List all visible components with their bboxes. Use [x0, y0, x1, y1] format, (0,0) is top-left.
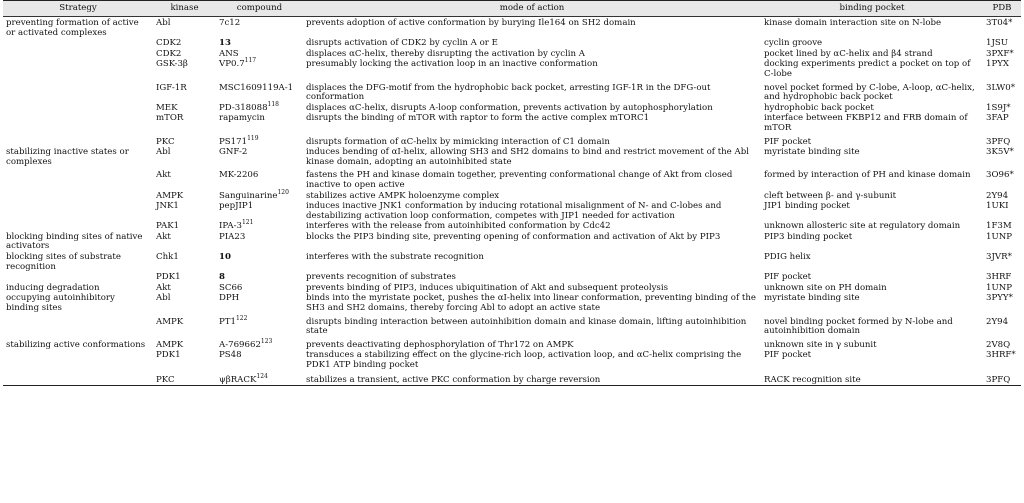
table-row [3, 134, 1021, 148]
mode-of-action-cell [303, 80, 761, 103]
binding-pocket-text: myristate binding site [764, 293, 860, 304]
pdb-cell [983, 314, 1021, 337]
mode-of-action-text: disrupts binding interaction between autoinhibition domain and kinase domain, lifting autoinhibition state [306, 316, 747, 337]
table-row [3, 191, 1021, 202]
binding-pocket-text: PIP3 binding pocket [764, 231, 853, 242]
binding-pocket-text: JIP1 binding pocket [764, 201, 850, 212]
pdb-text: 3T04* [986, 18, 1013, 28]
header-binding-pocket: binding pocket [761, 1, 983, 17]
pdb-cell [983, 191, 1021, 202]
table-row [3, 293, 1021, 313]
header-mode-of-action: mode of action [303, 1, 761, 17]
pdb-cell [983, 59, 1021, 79]
kinase-text: CDK2 [156, 38, 182, 49]
mode-of-action-cell [303, 134, 761, 148]
compound-cell [216, 371, 303, 386]
strategy-cell [3, 17, 153, 39]
mode-of-action-text: disrupts activation of CDK2 by cyclin A or E [306, 38, 498, 49]
binding-pocket-text: kinase domain interaction site on N-lobe [764, 18, 942, 28]
table-row [3, 314, 1021, 337]
strategy-cell [3, 221, 153, 232]
compound-cell [216, 232, 303, 252]
binding-pocket-text: interface between FKBP12 and FRB domain of mTOR [764, 113, 968, 133]
pdb-text: 1UKI [986, 201, 1009, 212]
reference-superscript: 118 [267, 100, 279, 108]
table-row [3, 350, 1021, 370]
pdb-cell [983, 80, 1021, 103]
compound-cell [216, 167, 303, 190]
strategy-text: stabilizing inactive states or complexes [6, 147, 129, 167]
kinase-cell [153, 103, 216, 114]
pdb-text: 1UNP [986, 231, 1013, 242]
kinase-cell [153, 252, 216, 272]
pdb-text: 2Y94 [986, 316, 1009, 327]
compound-text: 13 [219, 38, 231, 49]
pdb-text: 1UNP [986, 282, 1013, 293]
pdb-cell [983, 252, 1021, 272]
strategy-cell [3, 371, 153, 386]
kinase-allosteric-inhibitors-table [3, 0, 1021, 386]
table-row [3, 272, 1021, 283]
pdb-cell [983, 221, 1021, 232]
mode-of-action-cell [303, 49, 761, 60]
strategy-cell [3, 103, 153, 114]
pdb-cell [983, 134, 1021, 148]
compound-cell [216, 293, 303, 313]
compound-text: A-769662 [219, 339, 261, 350]
mode-of-action-cell [303, 191, 761, 202]
table-row [3, 201, 1021, 221]
compound-cell [216, 59, 303, 79]
strategy-cell [3, 59, 153, 79]
mode-of-action-text: prevents binding of PIP3, induces ubiquitination of Akt and subsequent proteolysis [306, 282, 669, 293]
binding-pocket-text: formed by interaction of PH and kinase domain [764, 170, 971, 181]
binding-pocket-cell [761, 293, 983, 313]
mode-of-action-cell [303, 314, 761, 337]
strategy-cell [3, 147, 153, 167]
compound-cell [216, 188, 303, 202]
pdb-text: 3O96* [986, 170, 1014, 181]
binding-pocket-text: novel binding pocket formed by N-lobe and autoinhibition domain [764, 316, 953, 337]
pdb-cell [983, 201, 1021, 221]
kinase-text: Chk1 [156, 252, 179, 263]
table-row [3, 38, 1021, 49]
binding-pocket-cell [761, 252, 983, 272]
compound-text: rapamycin [219, 113, 265, 124]
mode-of-action-cell [303, 371, 761, 386]
mode-of-action-text: fastens the PH and kinase domain together, preventing conformational change of Akt from closed inactive to open active [306, 170, 733, 190]
kinase-text: PDK1 [156, 272, 181, 283]
pdb-text: 3PFQ [986, 374, 1011, 385]
strategy-text: stabilizing active conformations [6, 339, 146, 350]
pdb-cell [983, 283, 1021, 294]
pdb-text: 3JVR* [986, 252, 1012, 263]
pdb-text: 2V8Q [986, 339, 1011, 350]
mode-of-action-text: disrupts the binding of mTOR with raptor to form the active complex mTORC1 [306, 113, 650, 124]
kinase-text: CDK2 [156, 48, 182, 59]
kinase-cell [153, 272, 216, 283]
mode-of-action-cell [303, 38, 761, 49]
mode-of-action-cell [303, 113, 761, 133]
binding-pocket-cell [761, 191, 983, 202]
kinase-cell [153, 283, 216, 294]
pdb-text: 3PFQ [986, 136, 1011, 147]
mode-of-action-cell [303, 283, 761, 294]
mode-of-action-cell [303, 103, 761, 114]
kinase-text: PAK1 [156, 221, 180, 232]
mode-of-action-text: prevents recognition of substrates [306, 272, 456, 283]
kinase-cell [153, 201, 216, 221]
mode-of-action-text: induces inactive JNK1 conformation by inducing rotational misalignment of N- and C-lobes and destabilizing activation loop conformation, competes with JIP1 needed for activation [306, 201, 722, 221]
binding-pocket-cell [761, 59, 983, 79]
mode-of-action-text: binds into the myristate pocket, pushes the αI-helix into linear conformation, preventing binding of the SH3 and SH2 domains, thereby forcing Abl to adopt an active state [306, 293, 756, 314]
pdb-cell [983, 371, 1021, 386]
kinase-text: AMPK [156, 190, 184, 201]
kinase-cell [153, 221, 216, 232]
compound-cell [216, 80, 303, 103]
mode-of-action-cell [303, 17, 761, 39]
mode-of-action-cell [303, 232, 761, 252]
pdb-cell [983, 38, 1021, 49]
kinase-text: Akt [156, 282, 171, 293]
mode-of-action-text: displaces the DFG-motif from the hydrophobic back pocket, arresting IGF-1R in the DFG-out conformation [306, 82, 711, 103]
compound-text: PD-318088 [219, 102, 268, 113]
strategy-cell [3, 201, 153, 221]
binding-pocket-text: unknown site on PH domain [764, 282, 887, 293]
pdb-cell [983, 337, 1021, 351]
binding-pocket-cell [761, 221, 983, 232]
strategy-cell [3, 49, 153, 60]
compound-cell [216, 272, 303, 283]
binding-pocket-text: RACK recognition site [764, 374, 861, 385]
binding-pocket-text: PDIG helix [764, 252, 811, 263]
mode-of-action-text: prevents adoption of active conformation by burying Ile164 on SH2 domain [306, 18, 636, 28]
pdb-cell [983, 103, 1021, 114]
table-row [3, 337, 1021, 351]
compound-text: PS171 [219, 136, 248, 147]
compound-cell [216, 113, 303, 133]
compound-cell [216, 283, 303, 294]
binding-pocket-cell [761, 113, 983, 133]
binding-pocket-text: PIF pocket [764, 350, 812, 361]
mode-of-action-cell [303, 337, 761, 351]
kinase-text: GSK-3β [156, 59, 188, 70]
strategy-cell [3, 167, 153, 190]
binding-pocket-cell [761, 103, 983, 114]
mode-of-action-text: interferes with the substrate recognition [306, 252, 484, 263]
compound-cell [216, 350, 303, 370]
kinase-cell [153, 314, 216, 337]
mode-of-action-cell [303, 293, 761, 313]
kinase-cell [153, 337, 216, 351]
compound-text: PS48 [219, 350, 242, 361]
pdb-cell [983, 167, 1021, 190]
binding-pocket-text: novel pocket formed by C-lobe, A-loop, αC-helix, and hydrophobic back pocket [764, 82, 975, 103]
table-row [3, 252, 1021, 272]
strategy-cell [3, 283, 153, 294]
header-pdb: PDB [983, 1, 1021, 17]
compound-text: PIA23 [219, 231, 246, 242]
table-row [3, 49, 1021, 60]
mode-of-action-text: stabilizes active AMPK holoenzyme complex [306, 190, 500, 201]
binding-pocket-cell [761, 232, 983, 252]
binding-pocket-cell [761, 49, 983, 60]
pdb-text: 1JSU [986, 38, 1009, 49]
table-row [3, 283, 1021, 294]
strategy-cell [3, 232, 153, 252]
binding-pocket-text: myristate binding site [764, 147, 860, 158]
compound-cell [216, 201, 303, 221]
table-row [3, 371, 1021, 386]
binding-pocket-text: cleft between β- and γ-subunit [764, 190, 897, 201]
kinase-cell [153, 80, 216, 103]
mode-of-action-cell [303, 252, 761, 272]
strategy-cell [3, 252, 153, 272]
reference-superscript: 117 [244, 57, 257, 65]
kinase-cell [153, 232, 216, 252]
mode-of-action-text: displaces αC-helix, thereby disrupting the activation by cyclin A [306, 48, 586, 59]
compound-text: 10 [219, 252, 231, 263]
mode-of-action-cell [303, 272, 761, 283]
pdb-cell [983, 272, 1021, 283]
compound-cell [216, 221, 303, 232]
binding-pocket-cell [761, 134, 983, 148]
kinase-cell [153, 17, 216, 39]
compound-text: ψβRACK [219, 374, 257, 385]
reference-superscript: 122 [235, 314, 248, 322]
kinase-cell [153, 167, 216, 190]
header-strategy: Strategy [3, 1, 153, 17]
strategy-text: blocking sites of substrate recognition [6, 252, 121, 272]
compound-cell [216, 134, 303, 148]
strategy-text: preventing formation of active or activated complexes [6, 18, 139, 38]
kinase-text: AMPK [156, 339, 184, 350]
strategy-cell [3, 134, 153, 148]
binding-pocket-text: docking experiments predict a pocket on top of C-lobe [764, 59, 971, 79]
compound-cell [216, 252, 303, 272]
kinase-text: mTOR [156, 113, 184, 124]
table-row [3, 80, 1021, 103]
mode-of-action-text: disrupts formation of αC-helix by mimicking interaction of C1 domain [306, 136, 610, 147]
pdb-cell [983, 147, 1021, 167]
compound-text: ANS [219, 48, 239, 59]
table-row [3, 17, 1021, 39]
pdb-text: 3PYY* [986, 293, 1013, 304]
strategy-cell [3, 272, 153, 283]
kinase-cell [153, 371, 216, 386]
pdb-text: 3PXF* [986, 48, 1014, 59]
pdb-text: 3HRF [986, 272, 1012, 283]
mode-of-action-text: presumably locking the activation loop in an inactive conformation [306, 59, 598, 70]
compound-cell [216, 17, 303, 39]
binding-pocket-text: unknown allosteric site at regulatory domain [764, 221, 961, 232]
kinase-text: AMPK [156, 316, 184, 327]
compound-text: MK-2206 [219, 170, 259, 181]
strategy-cell [3, 350, 153, 370]
binding-pocket-text: hydrophobic back pocket [764, 102, 874, 113]
reference-superscript: 123 [260, 337, 273, 345]
kinase-cell [153, 49, 216, 60]
mode-of-action-cell [303, 350, 761, 370]
kinase-text: Abl [156, 293, 171, 304]
kinase-text: Abl [156, 147, 171, 158]
strategy-text: blocking binding sites of native activators [6, 231, 143, 252]
kinase-text: PDK1 [156, 350, 181, 361]
mode-of-action-text: blocks the PIP3 binding site, preventing opening of conformation and activation of Akt by PIP3 [306, 231, 721, 242]
pdb-text: 1PYX [986, 59, 1010, 70]
mode-of-action-cell [303, 201, 761, 221]
strategy-text: inducing degradation [6, 282, 100, 293]
binding-pocket-cell [761, 38, 983, 49]
mode-of-action-cell [303, 221, 761, 232]
mode-of-action-text: interferes with the release from autoinhibited conformation by Cdc42 [306, 221, 611, 232]
table-row [3, 113, 1021, 133]
binding-pocket-cell [761, 17, 983, 39]
kinase-text: JNK1 [156, 201, 179, 212]
strategy-cell [3, 337, 153, 351]
compound-text: GNF-2 [219, 147, 248, 158]
compound-text: pepJIP1 [219, 201, 254, 212]
kinase-cell [153, 38, 216, 49]
kinase-text: IGF-1R [156, 82, 187, 93]
table-row [3, 221, 1021, 232]
table-row [3, 167, 1021, 190]
kinase-text: PKC [156, 136, 175, 147]
kinase-cell [153, 191, 216, 202]
binding-pocket-cell [761, 272, 983, 283]
pdb-text: 3LW0* [986, 82, 1016, 93]
strategy-text: occupying autoinhibitory binding sites [6, 293, 115, 314]
kinase-cell [153, 59, 216, 79]
strategy-cell [3, 191, 153, 202]
binding-pocket-text: PIF pocket [764, 136, 812, 147]
kinase-text: Akt [156, 170, 171, 181]
binding-pocket-text: pocket lined by αC-helix and β4 strand [764, 48, 933, 59]
binding-pocket-cell [761, 314, 983, 337]
compound-cell [216, 100, 303, 114]
kinase-cell [153, 293, 216, 313]
table-header-row [3, 1, 1021, 17]
kinase-text: MEK [156, 102, 178, 113]
compound-text: Sanguinarine [219, 190, 278, 201]
compound-text: IPA-3 [219, 221, 242, 232]
compound-cell [216, 49, 303, 60]
reference-superscript: 124 [256, 372, 268, 380]
compound-text: VP0.7 [219, 59, 245, 70]
compound-cell [216, 147, 303, 167]
strategy-cell [3, 80, 153, 103]
strategy-cell [3, 293, 153, 313]
header-compound: compound [216, 1, 303, 17]
binding-pocket-cell [761, 147, 983, 167]
header-kinase: kinase [153, 1, 216, 17]
binding-pocket-cell [761, 283, 983, 294]
compound-cell [216, 38, 303, 49]
mode-of-action-text: transduces a stabilizing effect on the glycine-rich loop, activation loop, and αC-helix comprising the PDK1 ATP binding pocket [306, 350, 742, 370]
mode-of-action-cell [303, 167, 761, 190]
strategy-cell [3, 38, 153, 49]
reference-superscript: 121 [241, 219, 254, 227]
pdb-text: 2Y94 [986, 190, 1009, 201]
binding-pocket-cell [761, 371, 983, 386]
binding-pocket-cell [761, 80, 983, 103]
compound-text: DPH [219, 293, 240, 304]
pdb-text: 3FAP [986, 113, 1009, 124]
compound-text: SC66 [219, 282, 243, 293]
compound-text: PT1 [219, 316, 236, 327]
mode-of-action-text: prevents deactivating dephosphorylation of Thr172 on AMPK [306, 339, 574, 350]
binding-pocket-cell [761, 167, 983, 190]
table-body [3, 17, 1021, 386]
kinase-text: Akt [156, 231, 171, 242]
pdb-cell [983, 232, 1021, 252]
pdb-text: 1S9J* [986, 102, 1011, 113]
kinase-text: PKC [156, 374, 175, 385]
compound-cell [216, 337, 303, 351]
kinase-text: Abl [156, 18, 171, 28]
table-row [3, 147, 1021, 167]
mode-of-action-cell [303, 59, 761, 79]
compound-cell [216, 314, 303, 337]
reference-superscript: 119 [247, 134, 259, 142]
compound-text: MSC1609119A-1 [219, 82, 294, 93]
table-row [3, 103, 1021, 114]
reference-superscript: 120 [277, 188, 289, 196]
binding-pocket-cell [761, 337, 983, 351]
mode-of-action-text: displaces αC-helix, disrupts A-loop conformation, prevents activation by autophosphorylation [306, 102, 713, 113]
kinase-cell [153, 350, 216, 370]
compound-text: 7c12 [219, 18, 241, 28]
strategy-cell [3, 113, 153, 133]
pdb-cell [983, 293, 1021, 313]
pdb-cell [983, 350, 1021, 370]
mode-of-action-cell [303, 147, 761, 167]
mode-of-action-text: induces bending of αI-helix, allowing SH3 and SH2 domains to bind and restrict movement of the Abl kinase domain, adopting an autoinhibited state [306, 147, 749, 167]
pdb-text: 3K5V* [986, 147, 1014, 158]
table-row [3, 59, 1021, 79]
table-row [3, 232, 1021, 252]
strategy-cell [3, 314, 153, 337]
kinase-cell [153, 147, 216, 167]
binding-pocket-text: PIF pocket [764, 272, 812, 283]
pdb-cell [983, 49, 1021, 60]
binding-pocket-text: cyclin groove [764, 38, 823, 49]
kinase-cell [153, 113, 216, 133]
binding-pocket-cell [761, 350, 983, 370]
binding-pocket-cell [761, 201, 983, 221]
compound-text: 8 [219, 272, 225, 283]
pdb-cell [983, 17, 1021, 39]
binding-pocket-text: unknown site in γ subunit [764, 339, 877, 350]
mode-of-action-text: stabilizes a transient, active PKC conformation by charge reversion [306, 374, 601, 385]
pdb-text: 3HRF* [986, 350, 1016, 361]
pdb-cell [983, 113, 1021, 133]
kinase-cell [153, 134, 216, 148]
pdb-text: 1F3M [986, 221, 1012, 232]
